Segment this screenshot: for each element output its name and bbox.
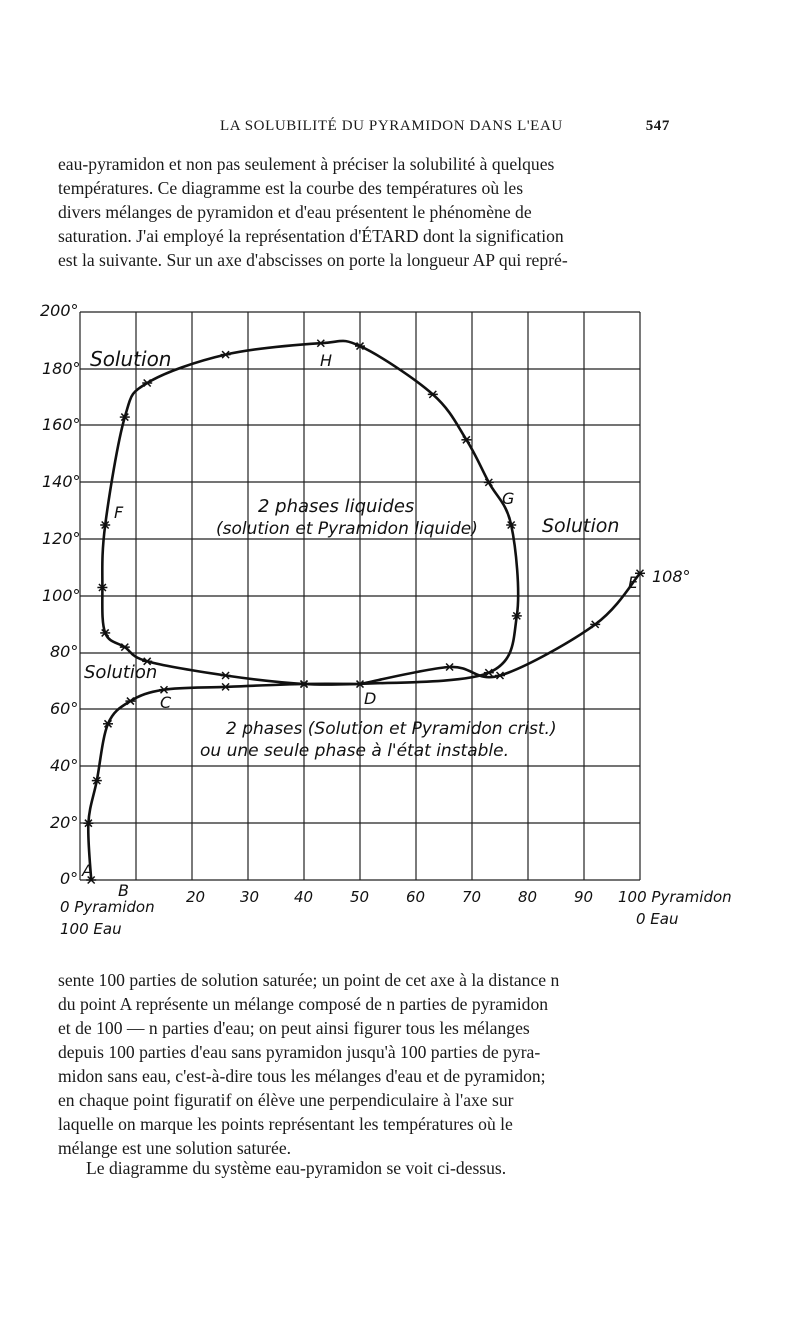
running-title: LA SOLUBILITÉ DU PYRAMIDON DANS L'EAU [220,118,563,134]
paragraph-line: en chaque point figuratif on élève une perpendiculaire à l'axe sur [58,1090,514,1110]
point-label-b: B [118,881,129,900]
y-tick-label: 160° [42,415,81,434]
paragraph-line: midon sans eau, c'est-à-dire tous les mélanges d'eau et de pyramidon; [58,1066,546,1086]
solubility-curve-1 [88,684,360,880]
y-tick-label: 100° [42,586,81,605]
y-tick-labels [40,301,81,888]
region-label-liquid-phases-2: (solution et Pyramidon liquide) [216,519,478,539]
x-left-label-top: 0 Pyramidon [60,898,155,916]
x-tick-label: 50 [350,888,370,906]
point-label-e: E [628,573,639,592]
point-label-c: C [160,693,172,712]
paragraph-2 [58,968,672,1160]
region-label-liquid-phases-1: 2 phases liquides [258,496,415,517]
paragraph-line: du point A représente un mélange composé de n parties de pyramidon [58,994,549,1014]
paragraph-line: eau-pyramidon et non pas seulement à préciser la solubilité à quelques [58,154,555,174]
point-label-a: A [82,861,93,880]
paragraph-line: et de 100 — n parties d'eau; on peut ainsi figurer tous les mélanges [58,1018,530,1038]
y-tick-label: 80° [50,642,79,661]
paragraph-line: laquelle on marque les points représentant les températures où le [58,1114,513,1134]
y-tick-label: 120° [42,529,81,548]
running-header [100,118,670,138]
grid [80,312,640,880]
data-point-marker [316,340,326,347]
x-tick-label: 40 [294,888,314,906]
point-label-f: F [114,503,124,522]
data-point-marker [221,683,231,690]
paragraph-line: saturation. J'ai employé la représentation d'ÉTARD dont la signification [58,226,564,246]
x-tick-label: 90 [574,888,594,906]
paragraph-line: sente 100 parties de solution saturée; un point de cet axe à la distance n [58,970,560,990]
point-label-e-temp: 108° [652,567,691,586]
page-number: 547 [645,118,670,134]
point-label-d: D [364,689,377,708]
data-point-marker [590,621,600,628]
region-label-solution-left: Solution [84,662,158,683]
x-tick-label: 80 [518,888,538,906]
x-left-label-bottom: 100 Eau [60,920,122,938]
data-point-marker [221,351,231,358]
marks [83,340,645,884]
paragraph-3: Le diagramme du système eau-pyramidon se voit ci-dessus. [86,1158,507,1178]
solubility-diagram [0,290,800,950]
paragraph-line: est la suivante. Sur un axe d'abscisses on porte la longueur AP qui repré- [58,250,568,270]
region-label-solution-top-left: Solution [90,347,172,371]
data-point-marker [125,698,135,705]
point-label-g: G [502,489,515,508]
y-tick-label: 200° [40,301,79,320]
paragraph-line: divers mélanges de pyramidon et d'eau présentent le phénomène de [58,202,532,222]
y-tick-label: 140° [42,472,81,491]
y-tick-label: 180° [42,359,81,378]
x-right-label-top: 100 Pyramidon [618,888,732,906]
region-label-solid-phases-1: 2 phases (Solution et Pyramidon crist.) [226,719,557,739]
region-label-solution-right: Solution [542,515,620,537]
data-point-marker [120,644,130,651]
y-tick-label: 0° [60,869,79,888]
data-point-marker [484,669,494,676]
data-point-marker [495,672,505,679]
y-tick-label: 40° [50,756,79,775]
point-labels [81,351,691,900]
point-label-h: H [320,351,333,370]
x-tick-label: 70 [462,888,482,906]
y-tick-label: 60° [50,699,79,718]
paragraph-line: mélange est une solution saturée. [58,1138,292,1158]
y-tick-label: 20° [50,813,79,832]
x-tick-labels [186,888,593,906]
data-point-marker [221,672,231,679]
x-tick-label: 60 [406,888,426,906]
x-tick-label: 20 [186,888,206,906]
data-point-marker [142,380,152,387]
x-tick-label: 30 [240,888,260,906]
region-label-solid-phases-2: ou une seule phase à l'état instable. [200,741,510,761]
paragraph-line: températures. Ce diagramme est la courbe des températures où les [58,178,524,198]
x-end-labels [60,888,732,938]
data-point-marker [428,391,438,398]
paragraph-line: depuis 100 parties d'eau sans pyramidon jusqu'à 100 parties de pyra- [58,1042,541,1062]
x-right-label-bottom: 0 Eau [636,910,679,928]
curves [88,341,640,880]
data-point-marker [445,664,455,671]
paragraph-1 [58,152,672,272]
